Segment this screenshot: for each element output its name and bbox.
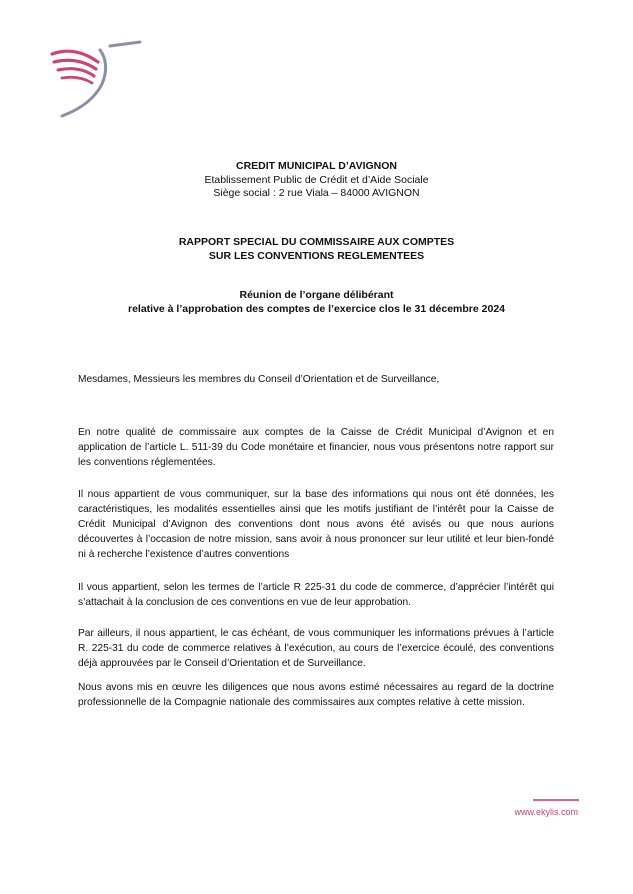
paragraph: Il vous appartient, selon les termes de l’article R 225-31 du code de commerce, d’apprécier l’intérêt qui s’attachait à la conclusion de ces conventions en vue de leur approbation. xyxy=(78,582,554,608)
meeting-line-1: Réunion de l’organe délibérant xyxy=(239,289,394,301)
footer-accent-line xyxy=(533,799,579,801)
org-type: Etablissement Public de Crédit et d’Aide Sociale xyxy=(204,173,429,186)
report-title xyxy=(0,236,633,263)
meeting-subtitle xyxy=(0,289,633,316)
salutation: Mesdames, Messieurs les membres du Conseil d’Orientation et de Surveillance, xyxy=(78,374,440,385)
paragraph: En notre qualité de commissaire aux comptes de la Caisse de Crédit Municipal d’Avignon et en application de l’article L. 511-39 du Code monétaire et financier, nous vous présentons notre rapport sur les conventions réglementées. xyxy=(78,427,554,468)
paragraph: Nous avons mis en œuvre les diligences que nous avons estimé nécessaires au regard de la doctrine professionnelle de la Compagnie nationale des commissaires aux comptes relative à cette mission. xyxy=(78,682,554,708)
report-title-line-1: RAPPORT SPECIAL DU COMMISSAIRE AUX COMPTES xyxy=(178,236,455,248)
org-name: CREDIT MUNICIPAL D’AVIGNON xyxy=(235,160,397,172)
company-logo xyxy=(50,38,142,120)
report-title-line-2: SUR LES CONVENTIONS REGLEMENTEES xyxy=(208,249,425,262)
paragraph: Il nous appartient de vous communiquer, sur la base des informations qui nous ont été données, les caractéristiques, les modalités essentielles ainsi que les motifs justifiant de l’intérêt pour la Caisse de Crédit Municipal d’Avignon des conventions dont nous avons été avisés ou que nous aurions découvertes à l’occasion de notre mission, sans avoir à nous prononcer sur leur utilité et leur bien-fondé ni à recherche l’existence d’autres conventions xyxy=(78,489,554,560)
org-address: Siège social : 2 rue Viala – 84000 AVIGNON xyxy=(213,187,420,199)
footer-url[interactable]: www.ekylis.com xyxy=(514,807,578,817)
paragraph: Par ailleurs, il nous appartient, le cas échéant, de vous communiquer les informations prévues à l’article R. 225-31 du code de commerce relatives à l’exécution, au cours de l’exercice écoulé, des conventions déjà approuvées par le Conseil d’Orientation et de Surveillance. xyxy=(78,628,554,669)
ekylis-logo-icon xyxy=(50,38,142,120)
organization-header xyxy=(0,160,633,201)
meeting-line-2: relative à l’approbation des comptes de l’exercice clos le 31 décembre 2024 xyxy=(127,302,505,315)
